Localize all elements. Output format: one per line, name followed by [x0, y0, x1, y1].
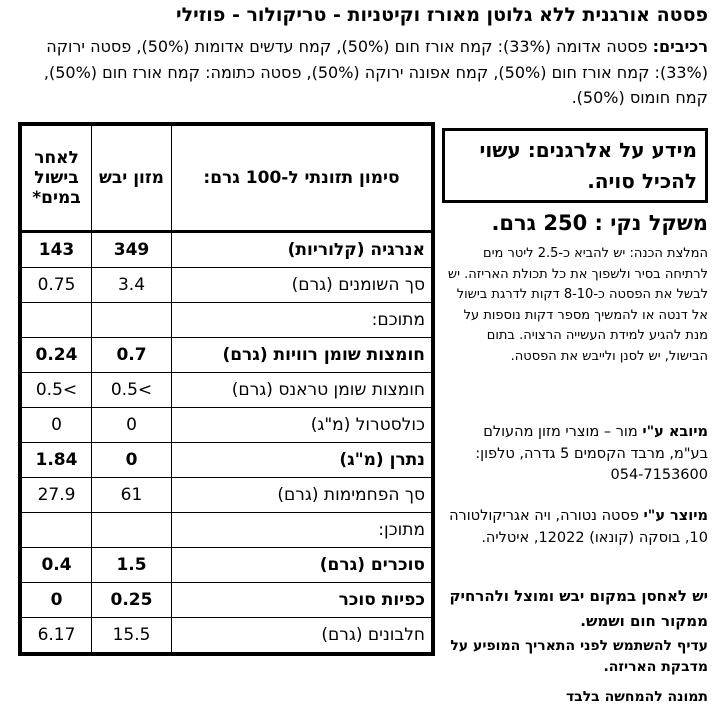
ingredients-text	[8, 34, 708, 111]
nutrition-cell-name: כפיות סוכר	[172, 583, 432, 618]
nutrition-cell-dry: 349	[92, 232, 172, 268]
nutrition-cell-name: חלבונים (גרם)	[172, 618, 432, 653]
nutrition-row	[22, 513, 432, 548]
nutrition-cell-cooked: 0	[22, 408, 92, 443]
product-title: פסטה אורגנית ללא גלוטן מאורז וקיטניות - טריקולור - פוזילי	[176, 4, 708, 26]
allergen-info: מידע על אלרגנים: עשוי להכיל סויה.	[442, 128, 708, 203]
nutrition-header-cooked: לאחר בישול במים*	[22, 126, 92, 232]
nutrition-row	[22, 618, 432, 653]
nutrition-table	[18, 122, 435, 656]
nutrition-header-row	[22, 126, 432, 232]
nutrition-row	[22, 443, 432, 478]
nutrition-row	[22, 338, 432, 373]
nutrition-row	[22, 548, 432, 583]
illustration-note: תמונה להמחשה בלבד	[565, 689, 708, 705]
storage-instructions: יש לאחסן במקום יבש ומוצל ולהרחיק ממקור חום ושמש.	[449, 587, 708, 630]
nutrition-cell-name: חומצות שומן טראנס (גרם)	[172, 373, 432, 408]
nutrition-row	[22, 583, 432, 618]
nutrition-cell-cooked: 1.84	[22, 443, 92, 478]
nutrition-cell-cooked	[22, 513, 92, 548]
importer-label: מיובא ע"י	[642, 424, 708, 440]
nutrition-cell-dry: 1.5	[92, 548, 172, 583]
nutrition-row	[22, 478, 432, 513]
nutrition-cell-cooked: 0.75	[22, 268, 92, 303]
nutrition-cell-name: חומצות שומן רוויות (גרם)	[172, 338, 432, 373]
nutrition-cell-dry: 61	[92, 478, 172, 513]
nutrition-cell-dry: 0	[92, 408, 172, 443]
manufacturer-label: מיוצר ע"י	[643, 508, 708, 524]
nutrition-row	[22, 268, 432, 303]
ingredients-list: פסטה אדומה (33%): קמח אורז חום (50%), קמח עדשים אדומות (50%), פסטה ירוקה (33%): קמח אורז חום (50%), קמח אפונה ירוקה (50%), פסטה כתומה: קמח אורז חום (50%), קמח חומוס (50%).	[43, 37, 708, 107]
best-before-note: עדיף להשתמש לפני התאריך המופיע על מדבקת האריזה.	[450, 638, 708, 675]
nutrition-cell-dry: 15.5	[92, 618, 172, 653]
nutrition-cell-name: סך השומנים (גרם)	[172, 268, 432, 303]
nutrition-cell-name: מתוכם:	[172, 303, 432, 338]
net-weight: משקל נקי : 250 גרם.	[491, 211, 708, 235]
nutrition-row	[22, 373, 432, 408]
nutrition-cell-cooked: 0.4	[22, 548, 92, 583]
nutrition-cell-dry	[92, 303, 172, 338]
nutrition-row	[22, 408, 432, 443]
ingredients-label: רכיבים:	[652, 37, 708, 56]
nutrition-cell-name: סוכרים (גרם)	[172, 548, 432, 583]
nutrition-cell-name: אנרגיה (קלוריות)	[172, 232, 432, 268]
nutrition-cell-cooked: 0.24	[22, 338, 92, 373]
nutrition-cell-cooked: 143	[22, 232, 92, 268]
nutrition-cell-cooked: 0	[22, 583, 92, 618]
nutrition-cell-dry: 0.25	[92, 583, 172, 618]
nutrition-cell-name: סך הפחמימות (גרם)	[172, 478, 432, 513]
nutrition-header-dry: מזון יבש	[92, 126, 172, 232]
manufacturer-info	[442, 506, 708, 549]
nutrition-row	[22, 232, 432, 268]
nutrition-cell-cooked: >0.5	[22, 373, 92, 408]
nutrition-cell-name: מתוכן:	[172, 513, 432, 548]
nutrition-cell-name: כולסטרול (מ"ג)	[172, 408, 432, 443]
nutrition-cell-dry	[92, 513, 172, 548]
nutrition-header-name: סימון תזונתי ל-100 גרם:	[172, 126, 432, 232]
nutrition-cell-dry: 0	[92, 443, 172, 478]
nutrition-cell-dry: >0.5	[92, 373, 172, 408]
nutrition-row	[22, 303, 432, 338]
manufacturer-text: פסטה נטורה, ויה אגריקולטורה 10, בוסקה (קונאו) 12022, איטליה.	[449, 508, 708, 546]
preparation-instructions: המלצת הכנה: יש להביא כ-2.5 ליטר מים לרתיחה בסיר ולשפוך את כל תכולת האריזה. יש לבשל את הפסטה כ-8-10 דקות לדרגת בישול אל דנטה או להמשיך מספר דקות נוספות על מנת להגיע למידת העשייה הרצויה. בתום הבישול, יש לסנן ולייבש את הפסטה.	[447, 246, 708, 364]
nutrition-cell-name: נתרן (מ"ג)	[172, 443, 432, 478]
nutrition-cell-cooked: 6.17	[22, 618, 92, 653]
importer-info	[442, 422, 708, 487]
nutrition-cell-cooked	[22, 303, 92, 338]
importer-text: מור – מוצרי מזון מהעולם בע"מ, מרבד הקסמים 5 גדרה, טלפון: 054-7153600	[475, 424, 708, 483]
nutrition-cell-dry: 0.7	[92, 338, 172, 373]
nutrition-cell-cooked: 27.9	[22, 478, 92, 513]
nutrition-cell-dry: 3.4	[92, 268, 172, 303]
